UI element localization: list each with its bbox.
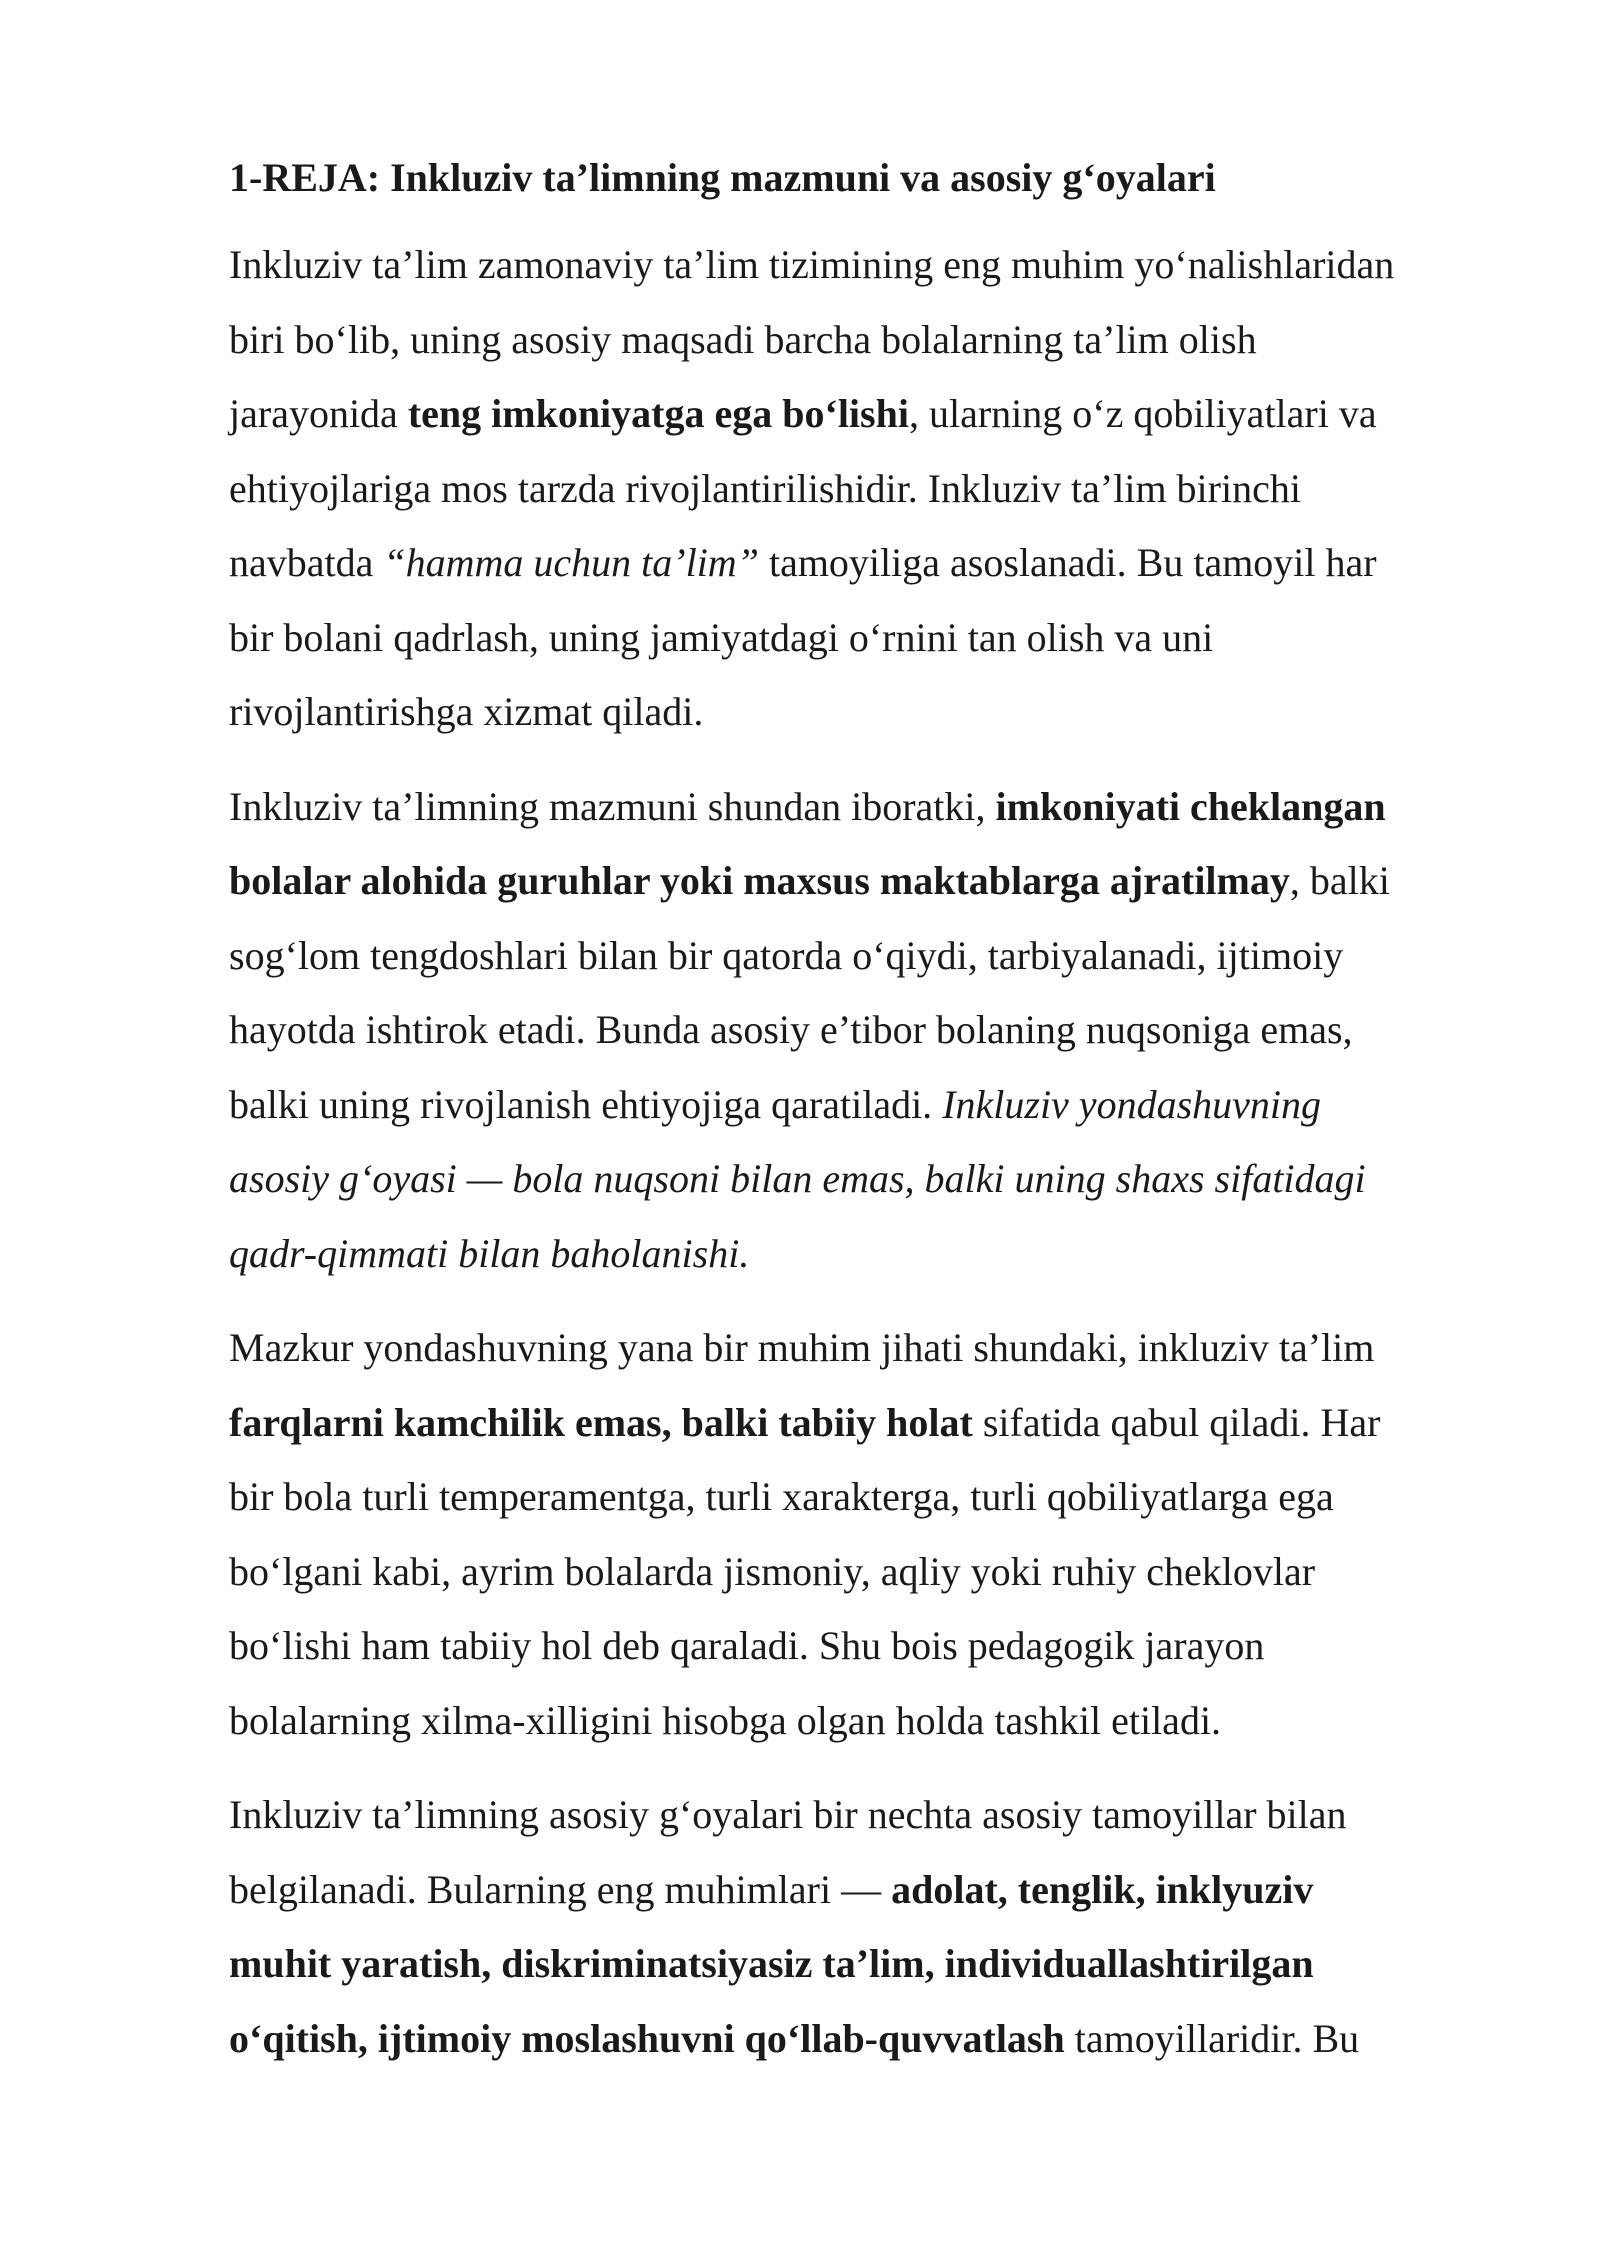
paragraph-line: bolalarning xilma-xilligini hisobga olgan holda tashkil etiladi. — [229, 1697, 1222, 1743]
paragraph-4 — [229, 1778, 1519, 2076]
paragraph-line — [229, 2002, 1519, 2077]
paragraph-line — [229, 1386, 1519, 1461]
paragraph-line — [229, 1068, 1519, 1143]
text-run: jarayonida — [229, 391, 408, 436]
bold-text: bolalar alohida guruhlar yoki maxsus maktablarga ajratilmay — [229, 858, 1290, 903]
paragraph-line: Mazkur yondashuvning yana bir muhim jihati shundaki, inkluziv ta’lim — [229, 1325, 1375, 1370]
paragraph-line — [229, 526, 1519, 601]
bold-text: o‘qitish, ijtimoiy moslashuvni qo‘llab-quvvatlash — [229, 2015, 1065, 2061]
paragraph-line — [229, 770, 1519, 845]
paragraph-line: rivojlantirishga xizmat qiladi. — [229, 689, 704, 734]
paragraph-line: bo‘lishi ham tabiiy hol deb qaraladi. Shu bois pedagogik jarayon — [229, 1623, 1265, 1668]
paragraph-line: hayotda ishtirok etadi. Bunda asosiy e’tibor bolaning nuqsoniga emas, — [229, 1007, 1353, 1052]
paragraph-line: bir bolani qadrlash, uning jamiyatdagi o‘rnini tan olish va uni — [229, 614, 1214, 660]
paragraph-line — [229, 377, 1519, 452]
bold-text: farqlarni kamchilik emas, balki tabiiy holat — [229, 1399, 973, 1445]
italic-text: “hamma uchun ta’lim” — [383, 540, 759, 585]
paragraph-line — [229, 1853, 1519, 1928]
text-run: , balki — [1289, 858, 1390, 903]
paragraph-line: sog‘lom tengdoshlari bilan bir qatorda o‘qiydi, tarbiyalanadi, ijtimoiy — [229, 932, 1344, 978]
text-run: tamoyillaridir. Bu — [1064, 2015, 1360, 2061]
paragraph-line: biri bo‘lib, uning asosiy maqsadi barcha bolalarning ta’lim olish — [229, 316, 1257, 362]
text-run: Inkluziv ta’limning mazmuni shundan iboratki, — [229, 783, 996, 829]
text-run: belgilanadi. Bularning eng muhimlari — — [229, 1866, 892, 1912]
text-run: tamoyiliga asoslanadi. Bu tamoyil har — [758, 540, 1377, 585]
bold-text: teng imkoniyatga ega bo‘lishi — [407, 391, 909, 436]
paragraph-line: qadr-qimmati bilan baholanishi. — [229, 1230, 750, 1276]
paragraph-line — [229, 844, 1519, 919]
paragraph-line: ehtiyojlariga mos tarzda rivojlantirilishidir. Inkluziv ta’lim birinchi — [229, 465, 1301, 511]
paragraph-3 — [229, 1311, 1519, 1758]
paragraph-1 — [229, 228, 1519, 750]
text-run: , ularning o‘z qobiliyatlari va — [908, 391, 1377, 436]
paragraph-2 — [229, 770, 1519, 1292]
bold-text: imkoniyati cheklangan — [995, 783, 1386, 829]
bold-text: adolat, tenglik, inklyuziv — [891, 1866, 1314, 1912]
section-heading: 1-REJA: Inkluziv ta’limning mazmuni va asosiy g‘oyalari — [229, 155, 1216, 200]
paragraph-line: bo‘lgani kabi, ayrim bolalarda jismoniy, aqliy yoki ruhiy cheklovlar — [229, 1548, 1316, 1594]
text-run: navbatda — [229, 540, 384, 585]
document-body — [229, 148, 1519, 2096]
paragraph-line: asosiy g‘oyasi — bola nuqsoni bilan emas, balki uning shaxs sifatidagi — [229, 1156, 1366, 1201]
paragraph-line: Inkluziv ta’limning asosiy g‘oyalari bir nechta asosiy tamoyillar bilan — [229, 1792, 1347, 1837]
paragraph-line: bir bola turli temperamentga, turli xarakterga, turli qobiliyatlarga ega — [229, 1474, 1334, 1519]
paragraph-line: muhit yaratish, diskriminatsiyasiz ta’lim, individuallashtirilgan — [229, 1941, 1314, 1986]
paragraph-line: Inkluziv ta’lim zamonaviy ta’lim tizimining eng muhim yo‘nalishlaridan — [229, 242, 1395, 287]
text-run: sifatida qabul qiladi. Har — [972, 1399, 1381, 1445]
text-run: balki uning rivojlanish ehtiyojiga qaratiladi. — [229, 1081, 943, 1127]
italic-text: Inkluziv yondashuvning — [942, 1081, 1321, 1127]
